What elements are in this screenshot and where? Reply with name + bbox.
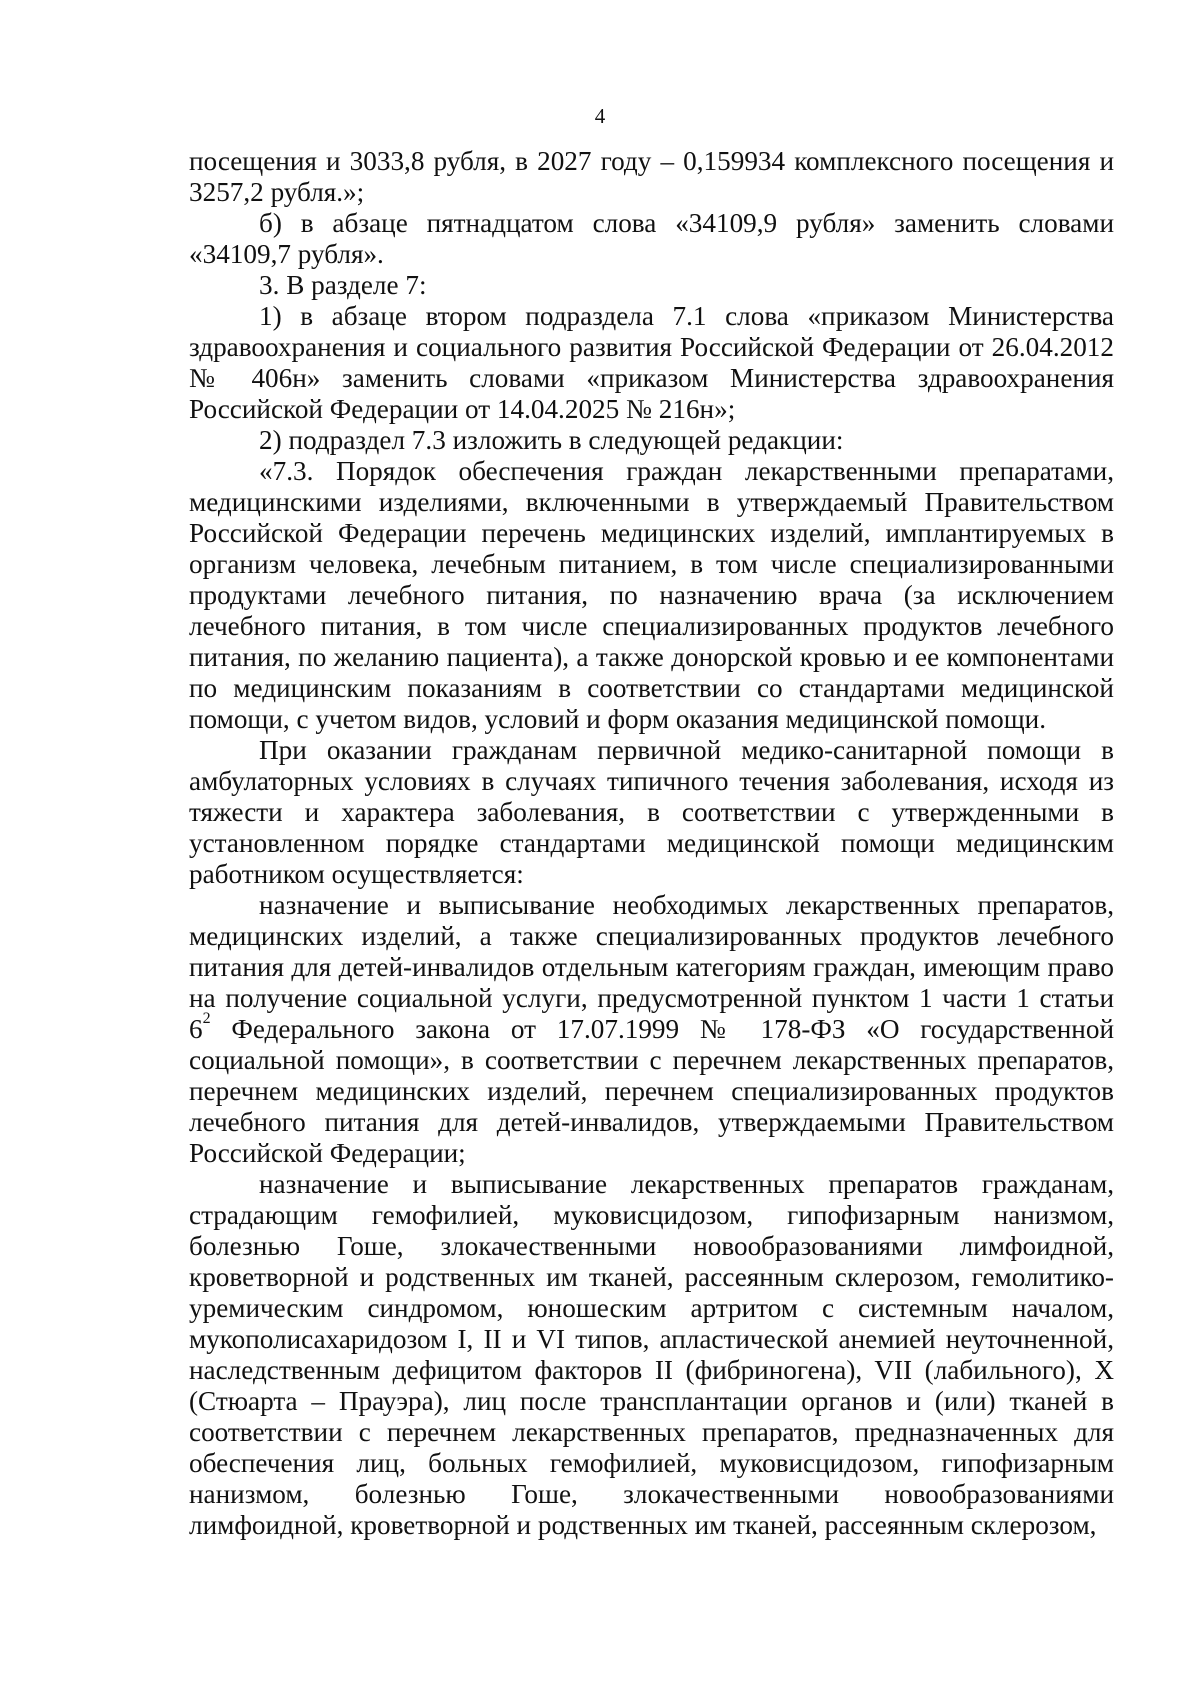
paragraph-7-3: «7.3. Порядок обеспечения граждан лекарственными препаратами, медицинскими изделиями, включенными в утверждаемый Правительством Российской Федерации перечень медицинских изделий, имплантируемых в организм человека, лечебным питанием, в том числе специализированными продуктами лечебного питания, по назначению врача (за исключением лечебного питания, в том числе специализированных продуктов лечебного питания, по желанию пациента), а также донорской кровью и ее компонентами по медицинским показаниям в соответствии со стандартами медицинской помощи, с учетом видов, условий и форм оказания медицинской помощи. (189, 456, 1114, 734)
paragraph-item-1: 1) в абзаце втором подраздела 7.1 слова «приказом Министерства здравоохранения и социального развития Российской Федерации от 26.04.2012 № 406н» заменить словами «приказом Министерства здравоохранения Российской Федерации от 14.04.2025 № 216н»; (189, 301, 1114, 424)
superscript: 2 (202, 1010, 211, 1027)
paragraph-text-after-superscript: Федерального закона от 17.07.1999 № 178-ФЗ «О государственной социальной помощи», в соответствии с перечнем лекарственных препаратов, перечнем медицинских изделий, перечнем специализированных продуктов лечебного питания для детей-инвалидов, утверждаемыми Правительством Российской Федерации; (189, 1014, 1114, 1168)
paragraph-text-before-superscript: назначение и выписывание необходимых лекарственных препаратов, медицинских изделий, а также специализированных продуктов лечебного питания для детей-инвалидов отдельным категориям граждан, имеющим право на получение социальной услуги, предусмотренной пунктом 1 части 1 статьи 6 (189, 890, 1114, 1044)
page-number: 4 (594, 104, 606, 128)
paragraph-item-b: б) в абзаце пятнадцатом слова «34109,9 рубля» заменить словами «34109,7 рубля». (189, 208, 1114, 269)
paragraph-continuation: посещения и 3033,8 рубля, в 2027 году – 0,159934 комплексного посещения и 3257,2 рубля.»; (189, 146, 1114, 207)
paragraph-prescribing-social (189, 890, 1114, 1169)
paragraph-prescribing-diseases: назначение и выписывание лекарственных препаратов гражданам, страдающим гемофилией, муковисцидозом, гипофизарным нанизмом, болезнью Гоше, злокачественными новообразованиями лимфоидной, кроветворной и родственных им тканей, рассеянным склерозом, гемолитико-уремическим синдромом, юношеским артритом с системным началом, мукополисахаридозом I, II и VI типов, апластической анемией неуточненной, наследственным дефицитом факторов II (фибриногена), VII (лабильного), X (Стюарта – Прауэра), лиц после трансплантации органов и (или) тканей в соответствии с перечнем лекарственных препаратов, предназначенных для обеспечения лиц, больных гемофилией, муковисцидозом, гипофизарным нанизмом, болезнью Гоше, злокачественными новообразованиями лимфоидной, кроветворной и родственных им тканей, рассеянным склерозом, (189, 1169, 1114, 1540)
document-body (189, 146, 1114, 1541)
paragraph-section-3: 3. В разделе 7: (259, 270, 427, 300)
paragraph-primary-care: При оказании гражданам первичной медико-санитарной помощи в амбулаторных условиях в случаях типичного течения заболевания, исходя из тяжести и характера заболевания, в соответствии с утвержденными в установленном порядке стандартами медицинской помощи медицинским работником осуществляется: (189, 735, 1114, 889)
paragraph-item-2: 2) подраздел 7.3 изложить в следующей редакции: (259, 425, 844, 455)
